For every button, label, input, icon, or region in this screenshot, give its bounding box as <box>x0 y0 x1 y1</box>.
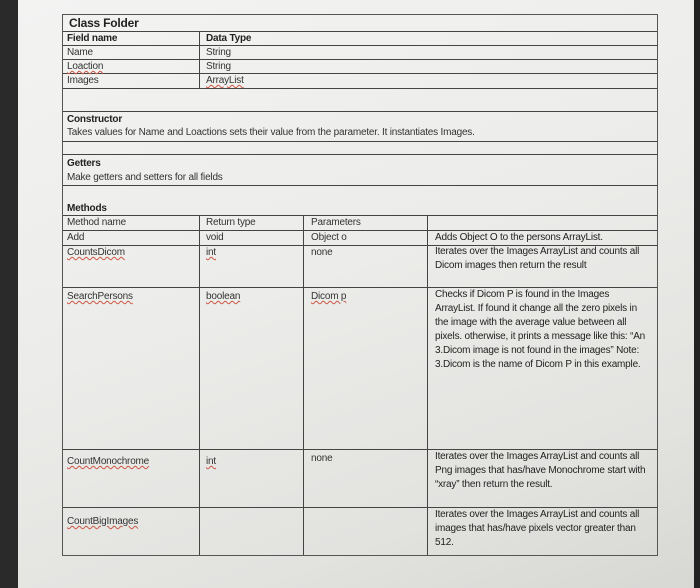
method-name-cell: Add <box>67 232 85 243</box>
data-type-cell: String <box>206 47 231 58</box>
parameters-cell: none <box>311 247 333 258</box>
method-name-cell: CountBigImages <box>67 516 139 527</box>
data-type-cell: ArrayList <box>206 75 244 86</box>
paper-photo <box>18 0 694 588</box>
photo-edge-shadow <box>694 0 700 588</box>
return-type-header: Return type <box>206 217 256 228</box>
method-name-cell: CountsDicom <box>67 247 125 258</box>
parameters-cell: none <box>311 453 333 464</box>
data-type-header: Data Type <box>206 33 252 44</box>
row-divider <box>63 31 657 32</box>
parameters-header: Parameters <box>311 217 361 228</box>
constructor-title: Constructor <box>67 114 123 125</box>
method-description: Iterates over the Images ArrayList and counts all Png images that has/have Monochrome start with “xray” then return the result. <box>435 451 646 490</box>
constructor-text: Takes values for Name and Loactions sets their value from the parameter. It instantiates Images. <box>67 127 475 138</box>
column-divider <box>199 31 200 88</box>
return-type-cell: void <box>206 232 224 243</box>
class-folder-title: Class Folder <box>69 16 139 30</box>
row-divider <box>63 88 657 89</box>
row-divider <box>63 73 657 74</box>
field-name-cell: Images <box>67 75 99 86</box>
row-divider <box>63 45 657 46</box>
return-type-cell: int <box>206 247 216 258</box>
data-type-cell: String <box>206 61 231 72</box>
return-type-cell: boolean <box>206 291 241 302</box>
class-spec-table <box>62 14 658 556</box>
method-name-cell: SearchPersons <box>67 291 133 302</box>
getters-text: Make getters and setters for all fields <box>67 172 223 183</box>
method-name-header: Method name <box>67 217 126 228</box>
column-divider <box>303 215 304 555</box>
parameters-cell: Dicom p <box>311 291 347 302</box>
parameters-cell: Object o <box>311 232 347 243</box>
column-divider <box>199 215 200 555</box>
row-divider <box>63 141 657 142</box>
column-divider <box>427 215 428 555</box>
row-divider <box>63 154 657 155</box>
method-name-cell: CountMonochrome <box>67 456 150 467</box>
row-divider <box>63 59 657 60</box>
row-divider <box>63 185 657 186</box>
methods-title: Methods <box>67 203 107 214</box>
method-description: Adds Object O to the persons ArrayList. <box>435 232 603 243</box>
field-name-cell: Loaction <box>67 61 104 72</box>
return-type-cell: int <box>206 456 216 467</box>
row-divider <box>63 111 657 112</box>
method-description: Iterates over the Images ArrayList and counts all images that has/have pixels vector greater than 512. <box>435 509 640 548</box>
field-name-cell: Name <box>67 47 93 58</box>
getters-title: Getters <box>67 158 101 169</box>
field-name-header: Field name <box>67 33 118 44</box>
method-description: Checks if Dicom P is found in the Images ArrayList. If found it change all the zero pixels in the image with the average value between all pixels. otherwise, it prints a message like this: “An 3.Dicom image is not found in the images” Note: 3.Dicom is the name of Dicom P in this example. <box>435 289 646 370</box>
method-description: Iterates over the Images ArrayList and counts all Dicom images then return the result <box>435 246 640 271</box>
